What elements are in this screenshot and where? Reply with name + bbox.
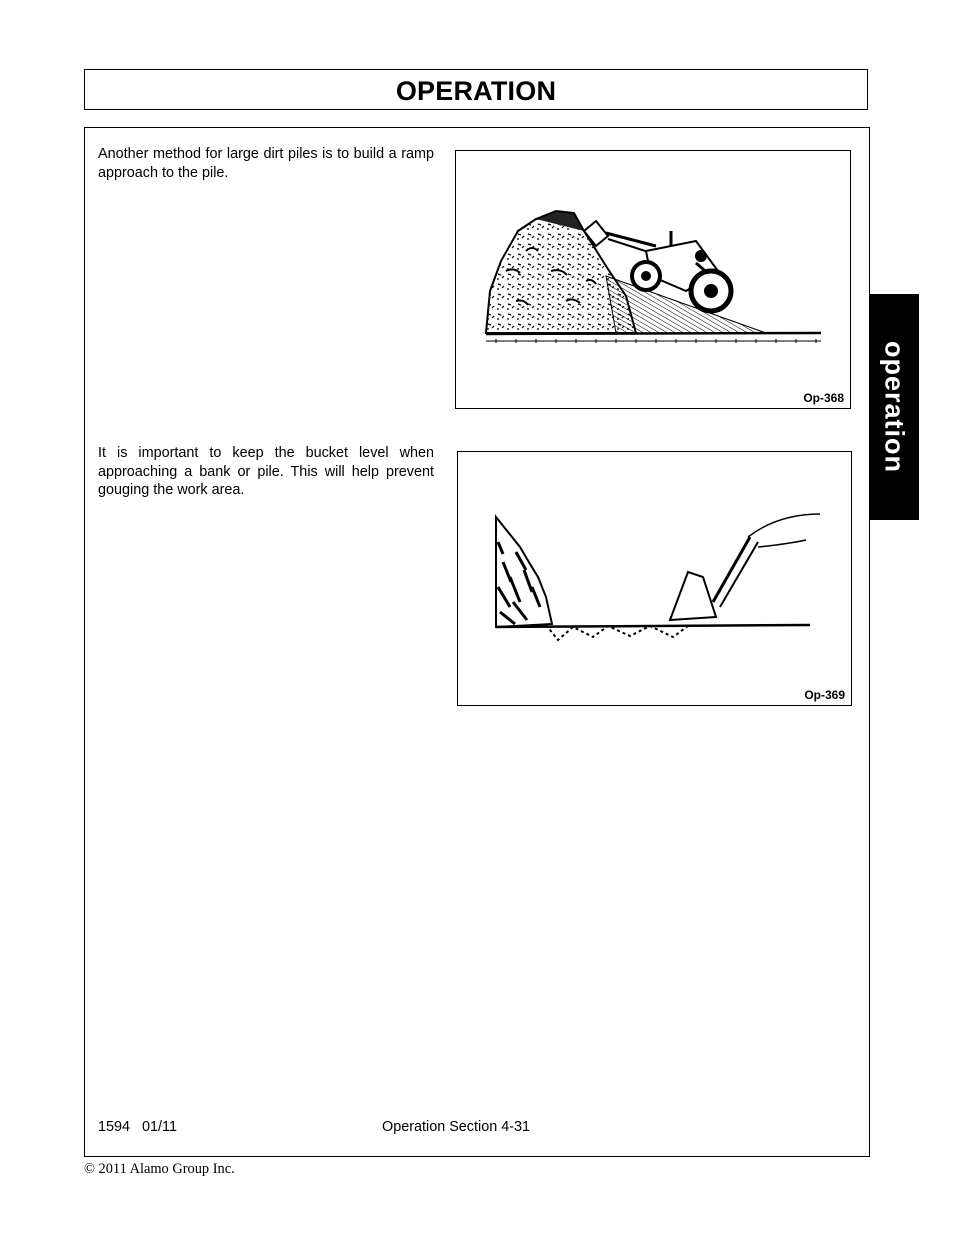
ramp-illustration bbox=[456, 151, 852, 410]
page-title: OPERATION bbox=[395, 76, 557, 106]
paragraph-ramp-approach: Another method for large dirt piles is to build a ramp approach to the pile. bbox=[98, 146, 434, 181]
figure-ramp-approach bbox=[455, 150, 851, 409]
paragraph-bucket-level: It is important to keep the bucket level when approaching a bank or pile. This will help prevent gouging the work area. bbox=[98, 445, 434, 498]
section-side-tab bbox=[869, 294, 919, 520]
footer-page-number: Operation Section 4-31 bbox=[382, 1119, 530, 1135]
figure-label-op-368: Op-368 bbox=[803, 391, 844, 405]
bucket-level-illustration bbox=[458, 452, 853, 707]
figure-bucket-level bbox=[457, 451, 852, 706]
figure-label-op-369: Op-369 bbox=[804, 688, 845, 702]
footer-doc-number: 1594 01/11 bbox=[98, 1119, 177, 1135]
side-tab-label: operation bbox=[879, 340, 910, 474]
header-box bbox=[84, 69, 868, 110]
loader-bucket-icon bbox=[670, 514, 820, 620]
copyright-notice: © 2011 Alamo Group Inc. bbox=[84, 1161, 235, 1177]
